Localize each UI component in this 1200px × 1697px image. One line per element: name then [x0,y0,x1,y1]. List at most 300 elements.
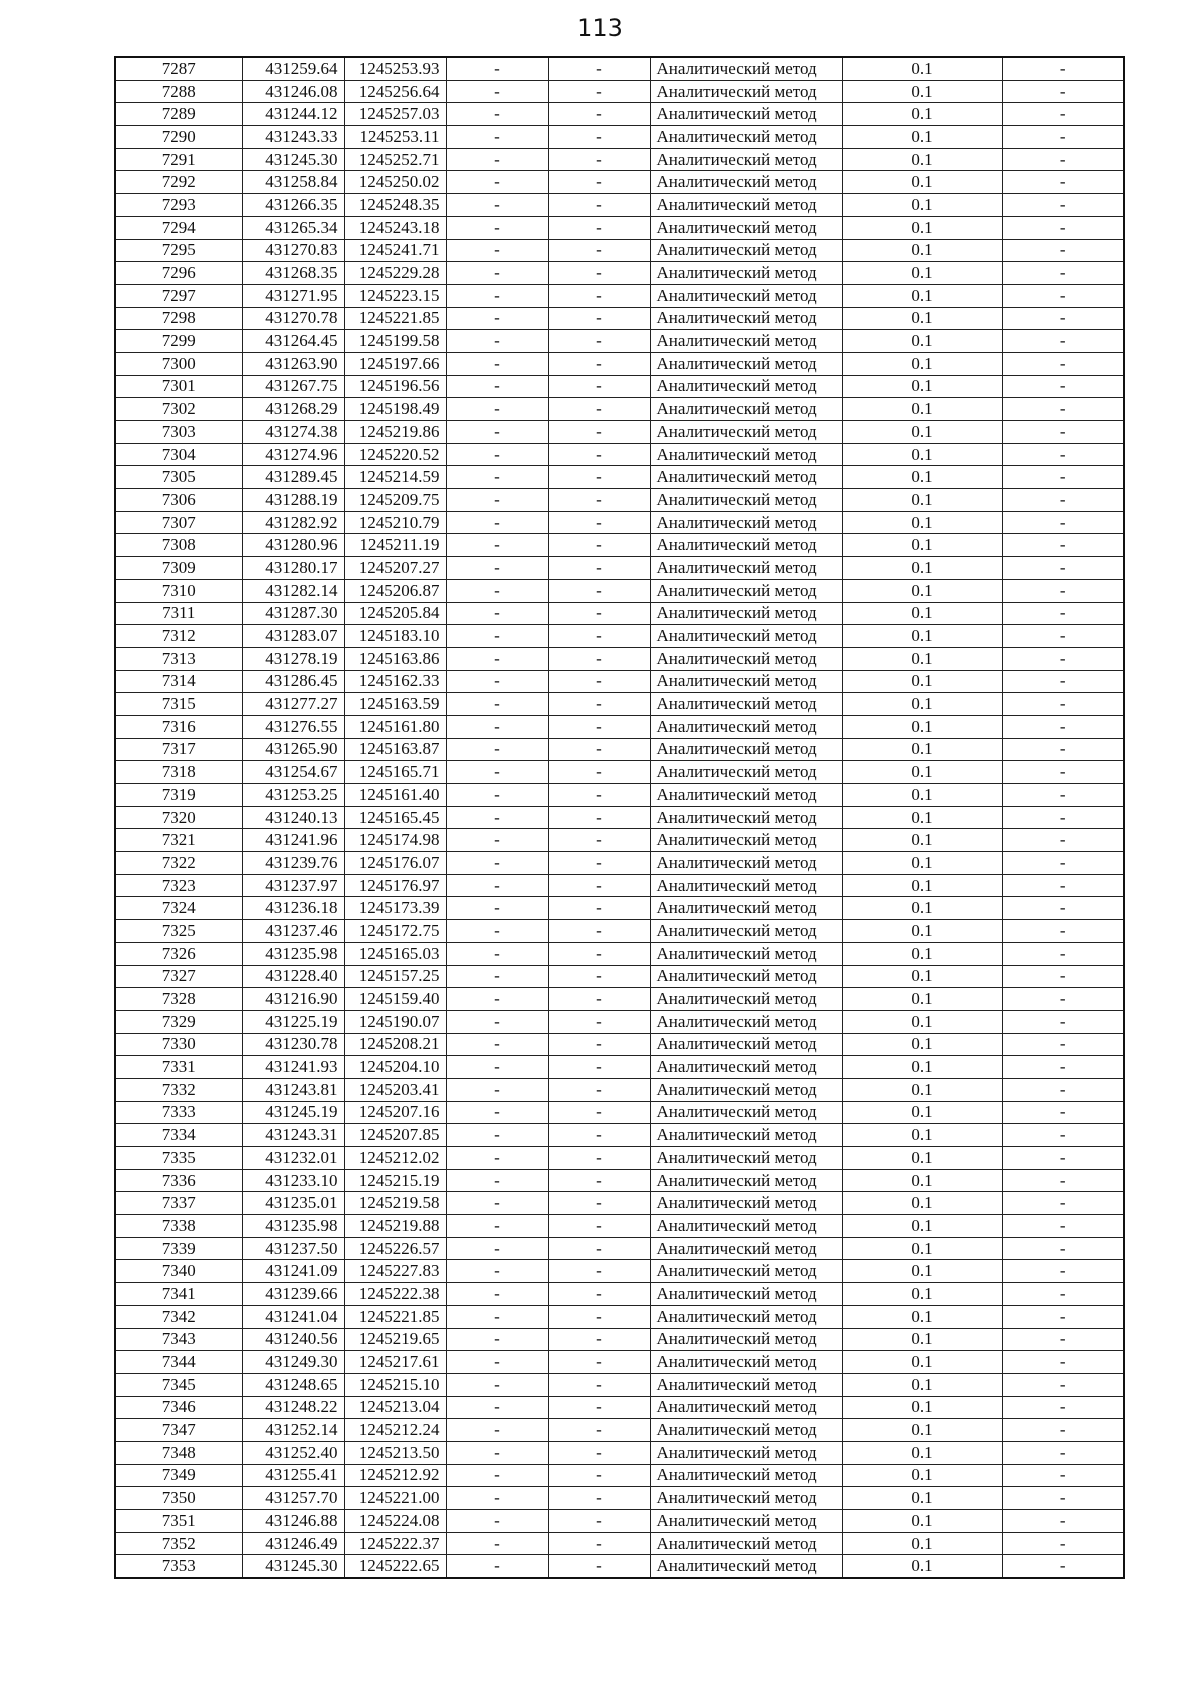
dash-cell: - [548,1283,650,1306]
dash-cell: - [446,693,548,716]
dash-cell: - [548,1078,650,1101]
point-number-cell: 7301 [115,375,242,398]
table-row [115,194,1124,217]
accuracy-cell: 0.1 [842,466,1002,489]
dash-cell: - [548,1373,650,1396]
y-coordinate-cell: 1245210.79 [344,511,446,534]
point-number-cell: 7331 [115,1056,242,1079]
table-row [115,1373,1124,1396]
accuracy-cell: 0.1 [842,443,1002,466]
accuracy-cell: 0.1 [842,1033,1002,1056]
method-cell: Аналитический метод [650,852,842,875]
dash-cell: - [1002,693,1124,716]
dash-cell: - [1002,965,1124,988]
point-number-cell: 7288 [115,80,242,103]
y-coordinate-cell: 1245219.86 [344,421,446,444]
dash-cell: - [548,1396,650,1419]
point-number-cell: 7299 [115,330,242,353]
dash-cell: - [1002,1510,1124,1533]
accuracy-cell: 0.1 [842,1351,1002,1374]
dash-cell: - [1002,284,1124,307]
y-coordinate-cell: 1245222.37 [344,1532,446,1555]
x-coordinate-cell: 431283.07 [242,625,344,648]
dash-cell: - [548,897,650,920]
dash-cell: - [548,557,650,580]
x-coordinate-cell: 431245.30 [242,1555,344,1578]
dash-cell: - [446,625,548,648]
x-coordinate-cell: 431248.22 [242,1396,344,1419]
x-coordinate-cell: 431286.45 [242,670,344,693]
table-row [115,1237,1124,1260]
x-coordinate-cell: 431246.08 [242,80,344,103]
dash-cell: - [446,1305,548,1328]
method-cell: Аналитический метод [650,1305,842,1328]
y-coordinate-cell: 1245222.38 [344,1283,446,1306]
y-coordinate-cell: 1245241.71 [344,239,446,262]
method-cell: Аналитический метод [650,1532,842,1555]
point-number-cell: 7294 [115,216,242,239]
method-cell: Аналитический метод [650,239,842,262]
dash-cell: - [1002,1283,1124,1306]
point-number-cell: 7307 [115,511,242,534]
accuracy-cell: 0.1 [842,1487,1002,1510]
table-row [115,80,1124,103]
dash-cell: - [1002,579,1124,602]
dash-cell: - [446,307,548,330]
y-coordinate-cell: 1245215.19 [344,1169,446,1192]
dash-cell: - [446,1237,548,1260]
dash-cell: - [548,1441,650,1464]
method-cell: Аналитический метод [650,1192,842,1215]
y-coordinate-cell: 1245163.87 [344,738,446,761]
dash-cell: - [548,647,650,670]
method-cell: Аналитический метод [650,602,842,625]
accuracy-cell: 0.1 [842,1237,1002,1260]
y-coordinate-cell: 1245207.16 [344,1101,446,1124]
y-coordinate-cell: 1245174.98 [344,829,446,852]
table-row [115,1351,1124,1374]
point-number-cell: 7353 [115,1555,242,1578]
dash-cell: - [548,942,650,965]
dash-cell: - [1002,57,1124,80]
y-coordinate-cell: 1245205.84 [344,602,446,625]
point-number-cell: 7332 [115,1078,242,1101]
dash-cell: - [446,1464,548,1487]
y-coordinate-cell: 1245190.07 [344,1010,446,1033]
dash-cell: - [548,784,650,807]
dash-cell: - [446,216,548,239]
table-row [115,284,1124,307]
dash-cell: - [446,80,548,103]
table-row [115,1396,1124,1419]
coordinates-table [114,56,1125,1579]
x-coordinate-cell: 431263.90 [242,352,344,375]
dash-cell: - [446,284,548,307]
table-row [115,852,1124,875]
accuracy-cell: 0.1 [842,80,1002,103]
method-cell: Аналитический метод [650,1169,842,1192]
y-coordinate-cell: 1245199.58 [344,330,446,353]
point-number-cell: 7324 [115,897,242,920]
accuracy-cell: 0.1 [842,1101,1002,1124]
y-coordinate-cell: 1245212.92 [344,1464,446,1487]
dash-cell: - [1002,421,1124,444]
method-cell: Аналитический метод [650,988,842,1011]
dash-cell: - [446,806,548,829]
y-coordinate-cell: 1245204.10 [344,1056,446,1079]
accuracy-cell: 0.1 [842,1305,1002,1328]
table-row [115,1532,1124,1555]
dash-cell: - [446,194,548,217]
dash-cell: - [548,171,650,194]
method-cell: Аналитический метод [650,489,842,512]
point-number-cell: 7304 [115,443,242,466]
x-coordinate-cell: 431257.70 [242,1487,344,1510]
x-coordinate-cell: 431280.17 [242,557,344,580]
accuracy-cell: 0.1 [842,1147,1002,1170]
dash-cell: - [1002,1147,1124,1170]
x-coordinate-cell: 431246.88 [242,1510,344,1533]
dash-cell: - [446,1328,548,1351]
dash-cell: - [548,1351,650,1374]
x-coordinate-cell: 431254.67 [242,761,344,784]
dash-cell: - [446,1441,548,1464]
table-row [115,806,1124,829]
y-coordinate-cell: 1245226.57 [344,1237,446,1260]
method-cell: Аналитический метод [650,1510,842,1533]
dash-cell: - [446,1169,548,1192]
method-cell: Аналитический метод [650,1487,842,1510]
table-row [115,126,1124,149]
x-coordinate-cell: 431244.12 [242,103,344,126]
method-cell: Аналитический метод [650,421,842,444]
dash-cell: - [548,1260,650,1283]
accuracy-cell: 0.1 [842,284,1002,307]
dash-cell: - [1002,375,1124,398]
table-row [115,647,1124,670]
dash-cell: - [1002,1373,1124,1396]
y-coordinate-cell: 1245219.88 [344,1215,446,1238]
point-number-cell: 7314 [115,670,242,693]
dash-cell: - [446,262,548,285]
method-cell: Аналитический метод [650,1101,842,1124]
dash-cell: - [1002,920,1124,943]
point-number-cell: 7334 [115,1124,242,1147]
dash-cell: - [446,239,548,262]
dash-cell: - [446,330,548,353]
dash-cell: - [548,1305,650,1328]
y-coordinate-cell: 1245196.56 [344,375,446,398]
dash-cell: - [1002,1419,1124,1442]
dash-cell: - [548,1510,650,1533]
accuracy-cell: 0.1 [842,1192,1002,1215]
accuracy-cell: 0.1 [842,1260,1002,1283]
method-cell: Аналитический метод [650,57,842,80]
method-cell: Аналитический метод [650,1124,842,1147]
point-number-cell: 7316 [115,715,242,738]
x-coordinate-cell: 431239.66 [242,1283,344,1306]
x-coordinate-cell: 431241.96 [242,829,344,852]
accuracy-cell: 0.1 [842,579,1002,602]
method-cell: Аналитический метод [650,579,842,602]
accuracy-cell: 0.1 [842,647,1002,670]
method-cell: Аналитический метод [650,625,842,648]
y-coordinate-cell: 1245221.85 [344,1305,446,1328]
point-number-cell: 7315 [115,693,242,716]
method-cell: Аналитический метод [650,1033,842,1056]
dash-cell: - [548,693,650,716]
point-number-cell: 7323 [115,874,242,897]
dash-cell: - [548,602,650,625]
y-coordinate-cell: 1245157.25 [344,965,446,988]
dash-cell: - [1002,1192,1124,1215]
y-coordinate-cell: 1245161.80 [344,715,446,738]
accuracy-cell: 0.1 [842,897,1002,920]
table-row [115,489,1124,512]
table-row [115,57,1124,80]
y-coordinate-cell: 1245212.24 [344,1419,446,1442]
x-coordinate-cell: 431274.96 [242,443,344,466]
y-coordinate-cell: 1245215.10 [344,1373,446,1396]
y-coordinate-cell: 1245217.61 [344,1351,446,1374]
table-row [115,965,1124,988]
table-row [115,1283,1124,1306]
y-coordinate-cell: 1245165.71 [344,761,446,784]
method-cell: Аналитический метод [650,1373,842,1396]
dash-cell: - [446,1396,548,1419]
dash-cell: - [548,1147,650,1170]
dash-cell: - [446,670,548,693]
point-number-cell: 7312 [115,625,242,648]
dash-cell: - [446,829,548,852]
dash-cell: - [1002,1555,1124,1578]
y-coordinate-cell: 1245219.65 [344,1328,446,1351]
x-coordinate-cell: 431235.01 [242,1192,344,1215]
y-coordinate-cell: 1245227.83 [344,1260,446,1283]
x-coordinate-cell: 431249.30 [242,1351,344,1374]
point-number-cell: 7350 [115,1487,242,1510]
accuracy-cell: 0.1 [842,1419,1002,1442]
accuracy-cell: 0.1 [842,557,1002,580]
point-number-cell: 7333 [115,1101,242,1124]
dash-cell: - [1002,1101,1124,1124]
method-cell: Аналитический метод [650,352,842,375]
accuracy-cell: 0.1 [842,103,1002,126]
y-coordinate-cell: 1245211.19 [344,534,446,557]
dash-cell: - [446,920,548,943]
dash-cell: - [548,761,650,784]
y-coordinate-cell: 1245253.93 [344,57,446,80]
accuracy-cell: 0.1 [842,1124,1002,1147]
x-coordinate-cell: 431270.78 [242,307,344,330]
x-coordinate-cell: 431241.09 [242,1260,344,1283]
y-coordinate-cell: 1245172.75 [344,920,446,943]
dash-cell: - [446,1101,548,1124]
table-row [115,1169,1124,1192]
dash-cell: - [1002,1532,1124,1555]
accuracy-cell: 0.1 [842,988,1002,1011]
point-number-cell: 7322 [115,852,242,875]
dash-cell: - [1002,330,1124,353]
dash-cell: - [548,80,650,103]
x-coordinate-cell: 431264.45 [242,330,344,353]
method-cell: Аналитический метод [650,1215,842,1238]
table-row [115,1010,1124,1033]
table-row [115,897,1124,920]
y-coordinate-cell: 1245203.41 [344,1078,446,1101]
dash-cell: - [548,1555,650,1578]
table-row [115,784,1124,807]
dash-cell: - [1002,1033,1124,1056]
dash-cell: - [446,1124,548,1147]
dash-cell: - [1002,1237,1124,1260]
dash-cell: - [548,1192,650,1215]
point-number-cell: 7292 [115,171,242,194]
accuracy-cell: 0.1 [842,216,1002,239]
accuracy-cell: 0.1 [842,398,1002,421]
method-cell: Аналитический метод [650,670,842,693]
table-row [115,1487,1124,1510]
table-row [115,693,1124,716]
method-cell: Аналитический метод [650,942,842,965]
table-row [115,330,1124,353]
dash-cell: - [1002,625,1124,648]
x-coordinate-cell: 431237.50 [242,1237,344,1260]
dash-cell: - [446,1260,548,1283]
accuracy-cell: 0.1 [842,421,1002,444]
y-coordinate-cell: 1245220.52 [344,443,446,466]
method-cell: Аналитический метод [650,330,842,353]
table-row [115,375,1124,398]
table-row [115,1056,1124,1079]
accuracy-cell: 0.1 [842,534,1002,557]
point-number-cell: 7309 [115,557,242,580]
dash-cell: - [446,1010,548,1033]
x-coordinate-cell: 431265.34 [242,216,344,239]
x-coordinate-cell: 431259.64 [242,57,344,80]
point-number-cell: 7340 [115,1260,242,1283]
table-row [115,1215,1124,1238]
point-number-cell: 7351 [115,1510,242,1533]
dash-cell: - [548,1328,650,1351]
method-cell: Аналитический метод [650,194,842,217]
point-number-cell: 7300 [115,352,242,375]
dash-cell: - [1002,897,1124,920]
table-row [115,829,1124,852]
dash-cell: - [446,103,548,126]
y-coordinate-cell: 1245176.07 [344,852,446,875]
point-number-cell: 7342 [115,1305,242,1328]
table-row [115,239,1124,262]
x-coordinate-cell: 431236.18 [242,897,344,920]
accuracy-cell: 0.1 [842,784,1002,807]
table-row [115,988,1124,1011]
x-coordinate-cell: 431245.30 [242,148,344,171]
dash-cell: - [446,942,548,965]
accuracy-cell: 0.1 [842,874,1002,897]
x-coordinate-cell: 431243.31 [242,1124,344,1147]
accuracy-cell: 0.1 [842,602,1002,625]
accuracy-cell: 0.1 [842,1215,1002,1238]
dash-cell: - [446,171,548,194]
dash-cell: - [1002,1056,1124,1079]
dash-cell: - [548,852,650,875]
method-cell: Аналитический метод [650,557,842,580]
dash-cell: - [1002,874,1124,897]
dash-cell: - [446,511,548,534]
point-number-cell: 7325 [115,920,242,943]
method-cell: Аналитический метод [650,1396,842,1419]
point-number-cell: 7317 [115,738,242,761]
method-cell: Аналитический метод [650,1441,842,1464]
dash-cell: - [1002,239,1124,262]
point-number-cell: 7326 [115,942,242,965]
y-coordinate-cell: 1245197.66 [344,352,446,375]
point-number-cell: 7308 [115,534,242,557]
dash-cell: - [1002,988,1124,1011]
point-number-cell: 7290 [115,126,242,149]
dash-cell: - [446,1419,548,1442]
point-number-cell: 7339 [115,1237,242,1260]
dash-cell: - [1002,194,1124,217]
x-coordinate-cell: 431277.27 [242,693,344,716]
dash-cell: - [446,1555,548,1578]
x-coordinate-cell: 431239.76 [242,852,344,875]
table-row [115,715,1124,738]
x-coordinate-cell: 431225.19 [242,1010,344,1033]
point-number-cell: 7328 [115,988,242,1011]
dash-cell: - [1002,557,1124,580]
x-coordinate-cell: 431230.78 [242,1033,344,1056]
dash-cell: - [446,148,548,171]
table-row [115,1510,1124,1533]
accuracy-cell: 0.1 [842,330,1002,353]
y-coordinate-cell: 1245219.58 [344,1192,446,1215]
y-coordinate-cell: 1245208.21 [344,1033,446,1056]
dash-cell: - [1002,1078,1124,1101]
point-number-cell: 7330 [115,1033,242,1056]
x-coordinate-cell: 431243.81 [242,1078,344,1101]
y-coordinate-cell: 1245257.03 [344,103,446,126]
accuracy-cell: 0.1 [842,829,1002,852]
accuracy-cell: 0.1 [842,1532,1002,1555]
point-number-cell: 7336 [115,1169,242,1192]
method-cell: Аналитический метод [650,511,842,534]
point-number-cell: 7337 [115,1192,242,1215]
accuracy-cell: 0.1 [842,262,1002,285]
dash-cell: - [1002,1215,1124,1238]
dash-cell: - [548,988,650,1011]
dash-cell: - [548,715,650,738]
accuracy-cell: 0.1 [842,1441,1002,1464]
accuracy-cell: 0.1 [842,1056,1002,1079]
dash-cell: - [446,1033,548,1056]
dash-cell: - [446,557,548,580]
dash-cell: - [446,852,548,875]
dash-cell: - [446,534,548,557]
table-row [115,602,1124,625]
dash-cell: - [446,1192,548,1215]
method-cell: Аналитический метод [650,216,842,239]
dash-cell: - [446,443,548,466]
method-cell: Аналитический метод [650,466,842,489]
table-row [115,103,1124,126]
dash-cell: - [548,1169,650,1192]
dash-cell: - [1002,1351,1124,1374]
dash-cell: - [446,375,548,398]
point-number-cell: 7298 [115,307,242,330]
accuracy-cell: 0.1 [842,171,1002,194]
